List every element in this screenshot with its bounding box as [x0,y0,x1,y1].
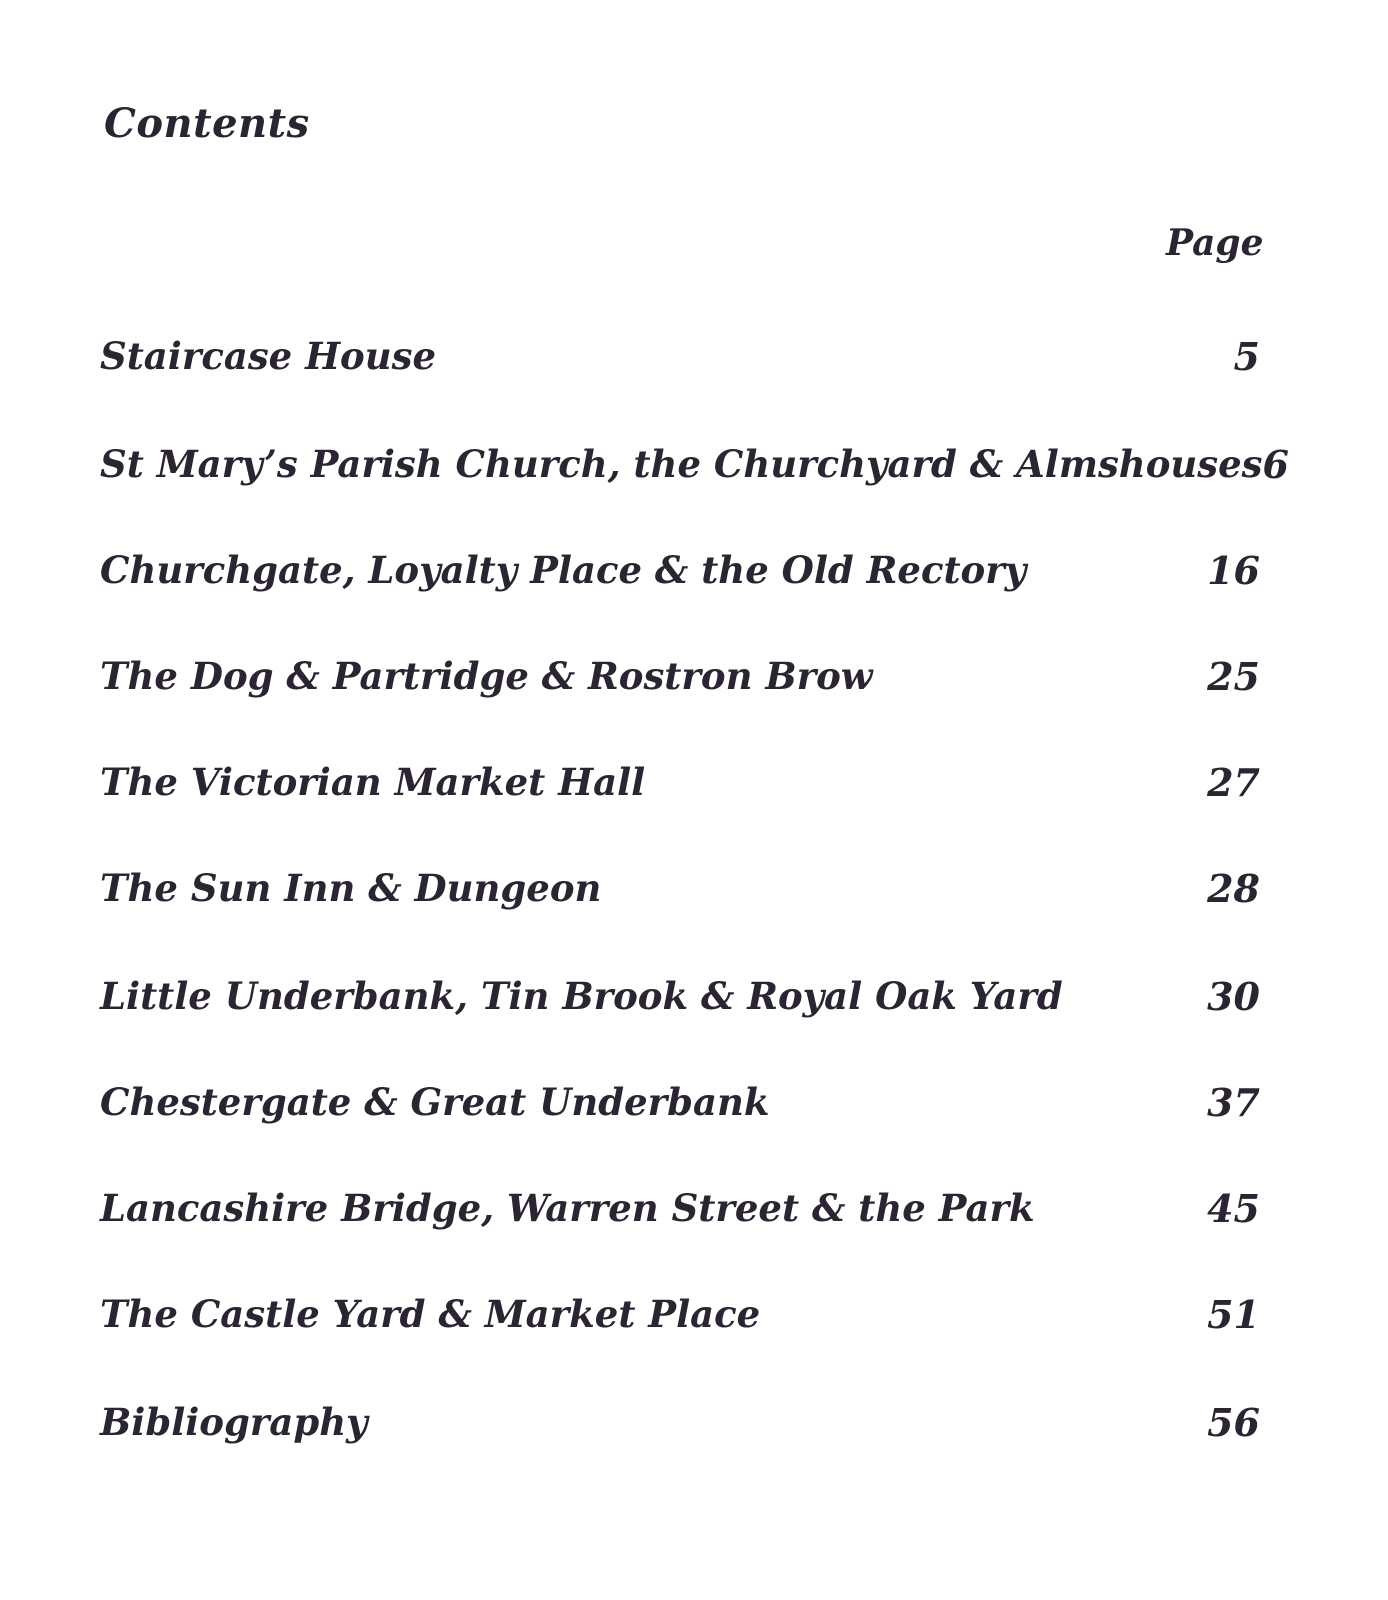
toc-entry-title: The Dog & Partridge & Rostron Brow [100,654,873,698]
toc-entry-title: Bibliography [100,1400,368,1444]
toc-entry-title: Little Underbank, Tin Brook & Royal Oak Yard [100,974,1063,1018]
toc-entry[interactable] [100,970,1260,1022]
toc-entry-page: 16 [1207,547,1260,593]
toc-entry-title: The Castle Yard & Market Place [100,1292,761,1336]
toc-entry[interactable] [100,1288,1260,1340]
toc-entry-title: Staircase House [100,334,436,378]
toc-entry-page: 56 [1207,1399,1260,1445]
toc-entry-title: Lancashire Bridge, Warren Street & the Park [100,1186,1035,1230]
toc-entry[interactable] [100,1182,1260,1234]
toc-entry-title: St Mary’s Parish Church, the Churchyard & Almshouses [100,442,1263,486]
toc-entry[interactable] [100,650,1260,702]
toc-entry[interactable] [100,438,1289,490]
toc-entry-title: The Sun Inn & Dungeon [100,866,602,910]
toc-entry[interactable] [100,544,1260,596]
toc-entry-page: 37 [1207,1079,1260,1125]
toc-entry-page: 30 [1207,973,1260,1019]
toc-entry[interactable] [100,330,1260,382]
toc-entry-title: The Victorian Market Hall [100,760,646,804]
toc-entry[interactable] [100,862,1260,914]
toc-entry-title: Churchgate, Loyalty Place & the Old Rectory [100,548,1027,592]
toc-entry[interactable] [100,756,1260,808]
toc-entry-title: Chestergate & Great Underbank [100,1080,770,1124]
toc-entry[interactable] [100,1076,1260,1128]
toc-entry-page: 6 [1262,441,1289,487]
toc-entry-page: 28 [1207,865,1260,911]
toc-entry-page: 25 [1207,653,1260,699]
toc-entry-page: 5 [1233,333,1260,379]
toc-entry-page: 27 [1207,759,1260,805]
contents-heading: Contents [104,100,310,147]
toc-entry-page: 51 [1207,1291,1260,1337]
toc-entry[interactable] [100,1396,1260,1448]
toc-entry-page: 45 [1207,1185,1260,1231]
page-column-label: Page [1166,222,1264,264]
